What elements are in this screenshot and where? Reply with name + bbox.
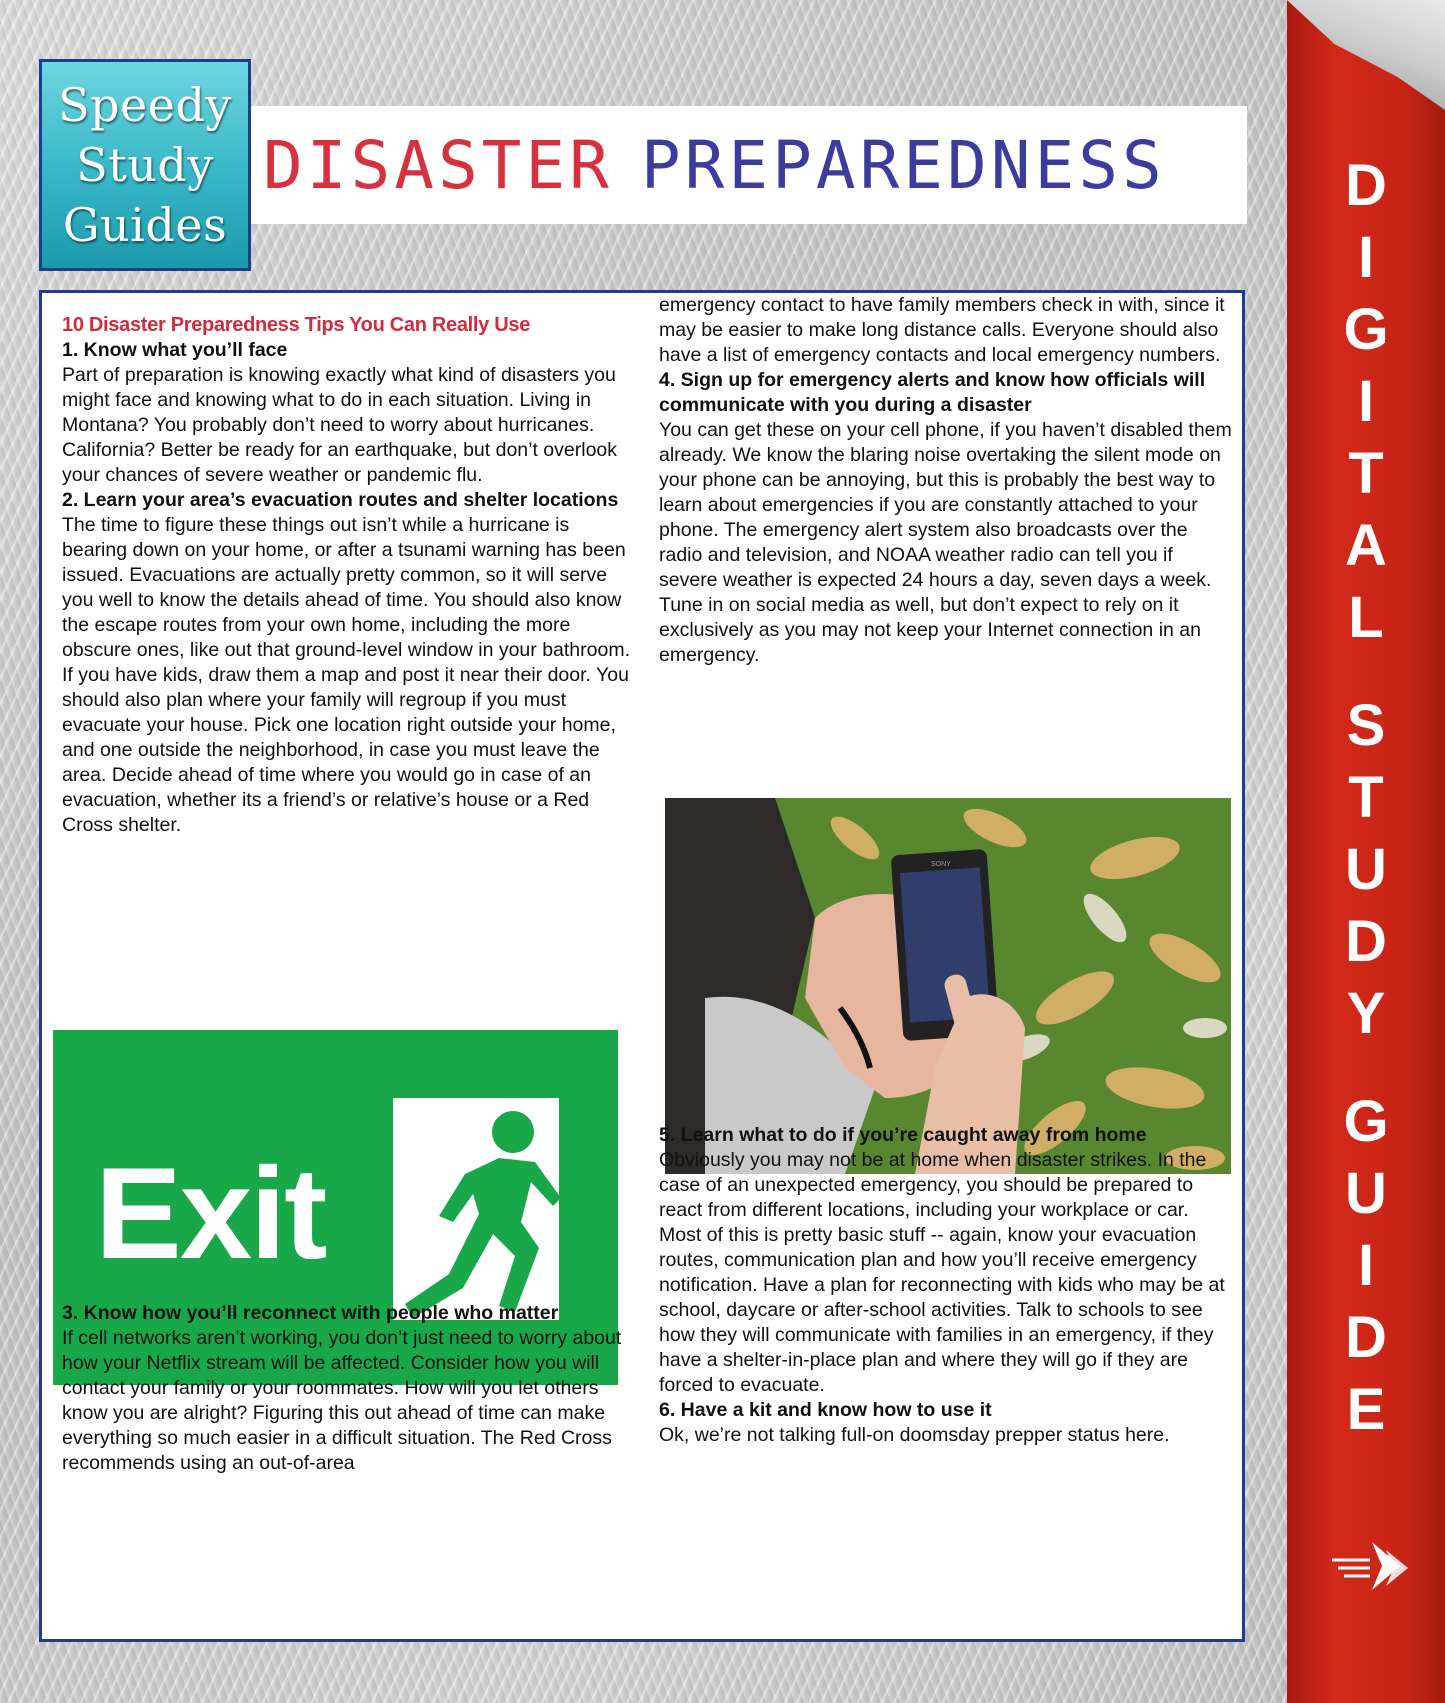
ribbon-letter: I [1357,225,1375,290]
ribbon-letter: T [1348,441,1384,506]
tip-2-title: 2. Learn your area’s evacuation routes and shelter locations [62,489,619,511]
tip-6-title: 6. Have a kit and know how to use it [659,1399,992,1421]
ribbon-letter: T [1348,765,1384,830]
ribbon-letter: G [1343,297,1389,362]
tip-3-text: If cell networks aren’t working, you don’t just need to worry about how your Netflix stream will be affected. Consider how you will contact your family or your roommates. How will you let others know you are alright? Figuring this out ahead of time can make everything so much easier in a difficult situation. The Red Cross recommends using an out-of-area [62,1327,622,1474]
right-column-lower [659,1123,1234,1448]
exit-sign-word: Exit [95,1140,326,1286]
tip-5-title: 5. Learn what to do if you’re caught away from home [659,1124,1147,1146]
tip-3-continued: emergency contact to have family members check in with, since it may be easier to make long distance calls. Everyone should also have a list of emergency contacts and local emergency numbers. [659,294,1225,366]
tip-5-text: Obviously you may not be at home when disaster strikes. In the case of an unexpected emergency, you should be prepared to react from different locations, including your workplace or car. Most of this is pretty basic stuff -- again, know your evacuation routes, communication plan and how you’ll receive emergency notification. Have a plan for reconnecting with kids who may be at school, daycare or after-school activities. Talk to schools to see how they will communicate with families in an emergency, if they have a shelter-in-place plan and where they will go if they are forced to evacuate. [659,1149,1225,1396]
ribbon-letter: D [1345,153,1387,218]
tip-4-title: 4. Sign up for emergency alerts and know how officials will communicate with you during a disaster [659,369,1206,416]
tip-1-text: Part of preparation is knowing exactly what kind of disasters you might face and knowing what to do in each situation. Living in Montana? You probably don’t need to worry about hurricanes. California? Better be ready for an earthquake, but don’t overlook your chances of severe weather or pandemic flu. [62,364,618,486]
running-man-exit-icon [393,1098,589,1320]
tip-3-title: 3. Know how you’ll reconnect with people who matter [62,1302,559,1324]
logo-line-1: Speedy [58,78,232,132]
content-panel [39,290,1245,1642]
ribbon-letter: S [1346,693,1386,758]
ribbon-letter: I [1357,1233,1375,1298]
title-word-disaster: DISASTER [263,126,613,204]
tip-1-title: 1. Know what you’ll face [62,339,288,361]
title-word-preparedness: PREPAREDNESS [640,126,1166,204]
left-column [62,313,632,838]
left-column-lower [62,1301,632,1476]
tip-6-text: Ok, we’re not talking full-on doomsday prepper status here. [659,1424,1170,1446]
logo-line-2: Study [76,138,214,192]
logo-line-3: Guides [62,198,228,252]
ribbon-letter: A [1345,513,1387,578]
ribbon-letter: L [1348,585,1384,650]
book-arrow-icon [1330,1530,1410,1600]
ribbon-letter: E [1346,1377,1386,1442]
title-banner [251,106,1247,224]
ribbon-letter: D [1345,909,1387,974]
ribbon-letter: Y [1346,981,1386,1046]
tip-4-text: You can get these on your cell phone, if you haven’t disabled them already. We know the blaring noise overtaking the silent mode on your phone can be annoying, but this is probably the best way to learn about emergencies if you are constantly attached to your phone. The emergency alert system also broadcasts over the radio and television, and NOAA weather radio can tell you if severe weather is expected 24 hours a day, seven days a week. Tune in on social media as well, but don’t expect to rely on it exclusively as you may not keep your Internet connection in an emergency. [659,419,1232,666]
tip-2-text: The time to figure these things out isn’t while a hurricane is bearing down on your home, or after a tsunami warning has been issued. Evacuations are actually pretty common, so it will serve you well to know the details ahead of time. You should also know the escape routes from your own home, including the more obscure ones, like out that ground-level window in your bathroom. If you have kids, draw them a map and post it near their door. You should also plan where your family will regroup if you must evacuate your house. Pick one location right outside your home, and one outside the neighborhood, in case you must leave the area. Decide ahead of time where you would go in case of an evacuation, whether its a friend’s or relative’s house or a Red Cross shelter. [62,514,630,836]
phone-brand-label: SONY [931,861,951,868]
article-heading: 10 Disaster Preparedness Tips You Can Really Use [62,314,531,336]
speedy-study-guides-logo [39,59,251,271]
ribbon-letter: I [1357,369,1375,434]
ribbon-vertical-text [1287,150,1445,1446]
ribbon-letter: D [1345,1305,1387,1370]
phone-in-hand-photo [665,798,1231,1174]
ribbon-letter: G [1343,1089,1389,1154]
ribbon-letter: U [1345,837,1387,902]
right-column [659,293,1234,668]
ribbon-letter: U [1345,1161,1387,1226]
